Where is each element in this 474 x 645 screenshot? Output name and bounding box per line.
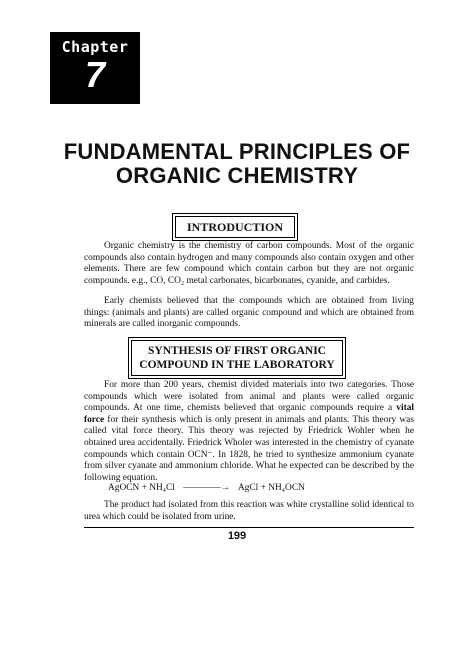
synthesis-heading-line-2: COMPOUND IN THE LABORATORY [139,359,335,371]
introduction-paragraph-2: Early chemists believed that the compounds which are obtained from living things: (animals and plants) are called organic compound and which are obtained from minerals are called inorganic compounds. [84,296,414,330]
chapter-title-line-2: ORGANIC CHEMISTRY [115,163,359,188]
synthesis-paragraph-1 [84,380,414,484]
chapter-label: Chapter [61,38,129,56]
vital-force-term: vital force [84,403,414,425]
synthesis-heading [131,340,343,376]
synthesis-paragraph-2: The product had isolated from this reaction was white crystalline solid identical to urea which could be isolated from urine. [84,500,414,522]
page-footer-rule [84,527,414,528]
equation-reactants: AgOCN + NH₄Cl [108,483,175,493]
page-number: 199 [227,530,247,542]
synthesis-paragraph-1-start: For more than 200 years, chemist divided materials into two categories. Those compounds which were isolated from animal and plants were called organic compounds. At one time, chemists believed that organic compounds require a [84,380,414,414]
introduction-heading-box [172,213,298,241]
chemical-equation [108,482,305,494]
synthesis-heading-box [128,337,346,379]
chapter-title-line-1: FUNDAMENTAL PRINCIPLES OF [63,139,411,164]
synthesis-heading-line-1: SYNTHESIS OF FIRST ORGANIC [148,345,326,357]
introduction-heading: INTRODUCTION [175,216,295,238]
introduction-paragraph-1: Organic chemistry is the chemistry of carbon compounds. Most of the organic compounds also contain hydrogen and many compounds also contain oxygen and other elements. There are few compound which contain carbon but they are not organic compounds. e.g., CO, CO₂ metal carbonates, bicarbonates, cyanide, and carbides. [84,241,414,286]
chapter-badge [50,32,140,104]
chapter-number: 7 [84,54,106,95]
reaction-arrow: ————→ [183,483,231,493]
equation-products: AgCl + NH₄OCN [237,483,305,493]
synthesis-paragraph-1-end: for their synthesis which is only present in animals and plants. This theory was called vital force theory. This theory was rejected by Friedrick Wohler when he obtained urea accidentally. Friedrick Wholer was interested in the chemistry of cyanate compounds which contain OCN⁻. In 1828, he tried to synthesize ammonium cyanate from silver cyanate and ammonium chloride. What he expected can be described by the following equation. [84,414,414,483]
chapter-title [20,140,454,188]
